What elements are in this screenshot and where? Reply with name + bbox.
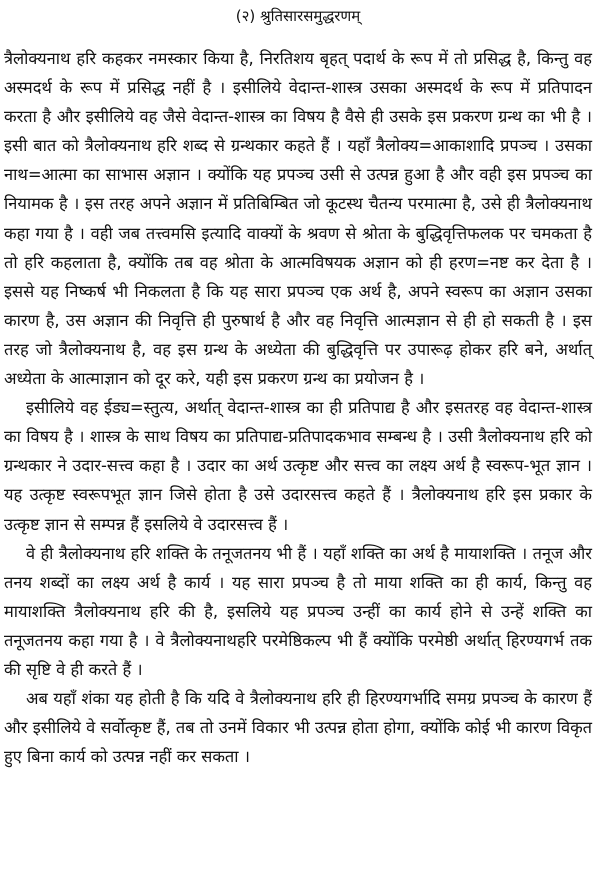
paragraph-2: इसीलिये वह ईड्य=स्तुत्य, अर्थात् वेदान्त-शास्त्र का ही प्रतिपाद्य है और इसतरह वह वेदान्त-शास्त्र का विषय है । शास्त्र के साथ विषय का प्रतिपाद्य-प्रतिपादकभाव सम्बन्ध है । उसी त्रैलोक्यनाथ हरि को ग्रन्थकार ने उदार-सत्त्व कहा है । उदार का अर्थ उत्कृष्ट और सत्त्व का लक्ष्य अर्थ है स्वरूप-भूत ज्ञान । यह उत्कृष्ट स्वरूपभूत ज्ञान जिसे होता है उसे उदारसत्त्व कहते हैं । त्रैलोक्यनाथ हरि इस प्रकार के उत्कृष्ट ज्ञान से सम्पन्न हैं इसलिये वे उदारसत्त्व हैं । — [4, 398, 592, 534]
paragraph-4: अब यहाँ शंका यह होती है कि यदि वे त्रैलोक्यनाथ हरि ही हिरण्यगर्भादि समग्र प्रपञ्च के कारण हैं और इसीलिये वे सर्वोत्कृष्ट हैं, तब तो उनमें विकार भी उत्पन्न होता होगा, क्योंकि कोई भी कारण विकृत हुए बिना कार्य को उत्पन्न नहीं कर सकता । — [4, 689, 592, 767]
paragraph-1: त्रैलोक्यनाथ हरि कहकर नमस्कार किया है, निरतिशय बृहत् पदार्थ के रूप में तो प्रसिद्ध है, किन्तु वह अस्मदर्थ के रूप में प्रसिद्ध नहीं है । इसीलिये वेदान्त-शास्त्र उसका अस्मदर्थ के रूप में प्रतिपादन करता है और इसीलिये वह जैसे वेदान्त-शास्त्र का विषय है वैसे ही उसके इस प्रकरण ग्रन्थ का भी है । इसी बात को त्रैलोक्यनाथ हरि शब्द से ग्रन्थकार कहते हैं । यहाँ त्रैलोक्य=आकाशादि प्रपञ्च । उसका नाथ=आत्मा का साभास अज्ञान । क्योंकि यह प्रपञ्च उसी से उत्पन्न हुआ है और वही इस प्रपञ्च का नियामक है । इस तरह अपने अज्ञान में प्रतिबिम्बित जो कूटस्थ चैतन्य परमात्मा है, उसे ही त्रैलोक्यनाथ कहा गया है । वही जब तत्त्वमसि इत्यादि वाक्यों के श्रवण से श्रोता के बुद्धिवृत्तिफलक पर चमकता है तो हरि कहलाता है, क्योंकि तब वह श्रोता के आत्मविषयक अज्ञान को ही हरण=नष्ट कर देता है । इससे यह निष्कर्ष भी निकलता है कि यह सारा प्रपञ्च एक अर्थ है, अपने स्वरूप का अज्ञान उसका कारण है, उस अज्ञान की निवृत्ति ही पुरुषार्थ है और वह निवृत्ति आत्मज्ञान से ही हो सकती है । इस तरह जो त्रैलोक्यनाथ है, वह इस ग्रन्थ के अध्येता की बुद्धिवृत्ति पर उपारूढ़ होकर हरि बने, अर्थात् अध्येता के आत्माज्ञान को दूर करे, यही इस प्रकरण ग्रन्थ का प्रयोजन है । — [4, 49, 592, 389]
paragraph-3: वे ही त्रैलोक्यनाथ हरि शक्ति के तनूजतनय भी हैं । यहाँ शक्ति का अर्थ है मायाशक्ति । तनूज और तनय शब्दों का लक्ष्य अर्थ है कार्य । यह सारा प्रपञ्च है तो माया शक्ति का ही कार्य, किन्तु वह मायाशक्ति त्रैलोक्यनाथ हरि की है, इसलिये यह प्रपञ्च उन्हीं का कार्य होने से उन्हें शक्ति का तनूजतनय कहा गया है । वे त्रैलोक्यनाथहरि परमेष्ठिकल्प भी हैं क्योंकि परमेष्ठी अर्थात् हिरण्यगर्भ तक की सृष्टि वे ही करते हैं । — [4, 543, 592, 679]
page-header: (२) श्रुतिसारसमुद्धरणम् — [235, 7, 361, 25]
